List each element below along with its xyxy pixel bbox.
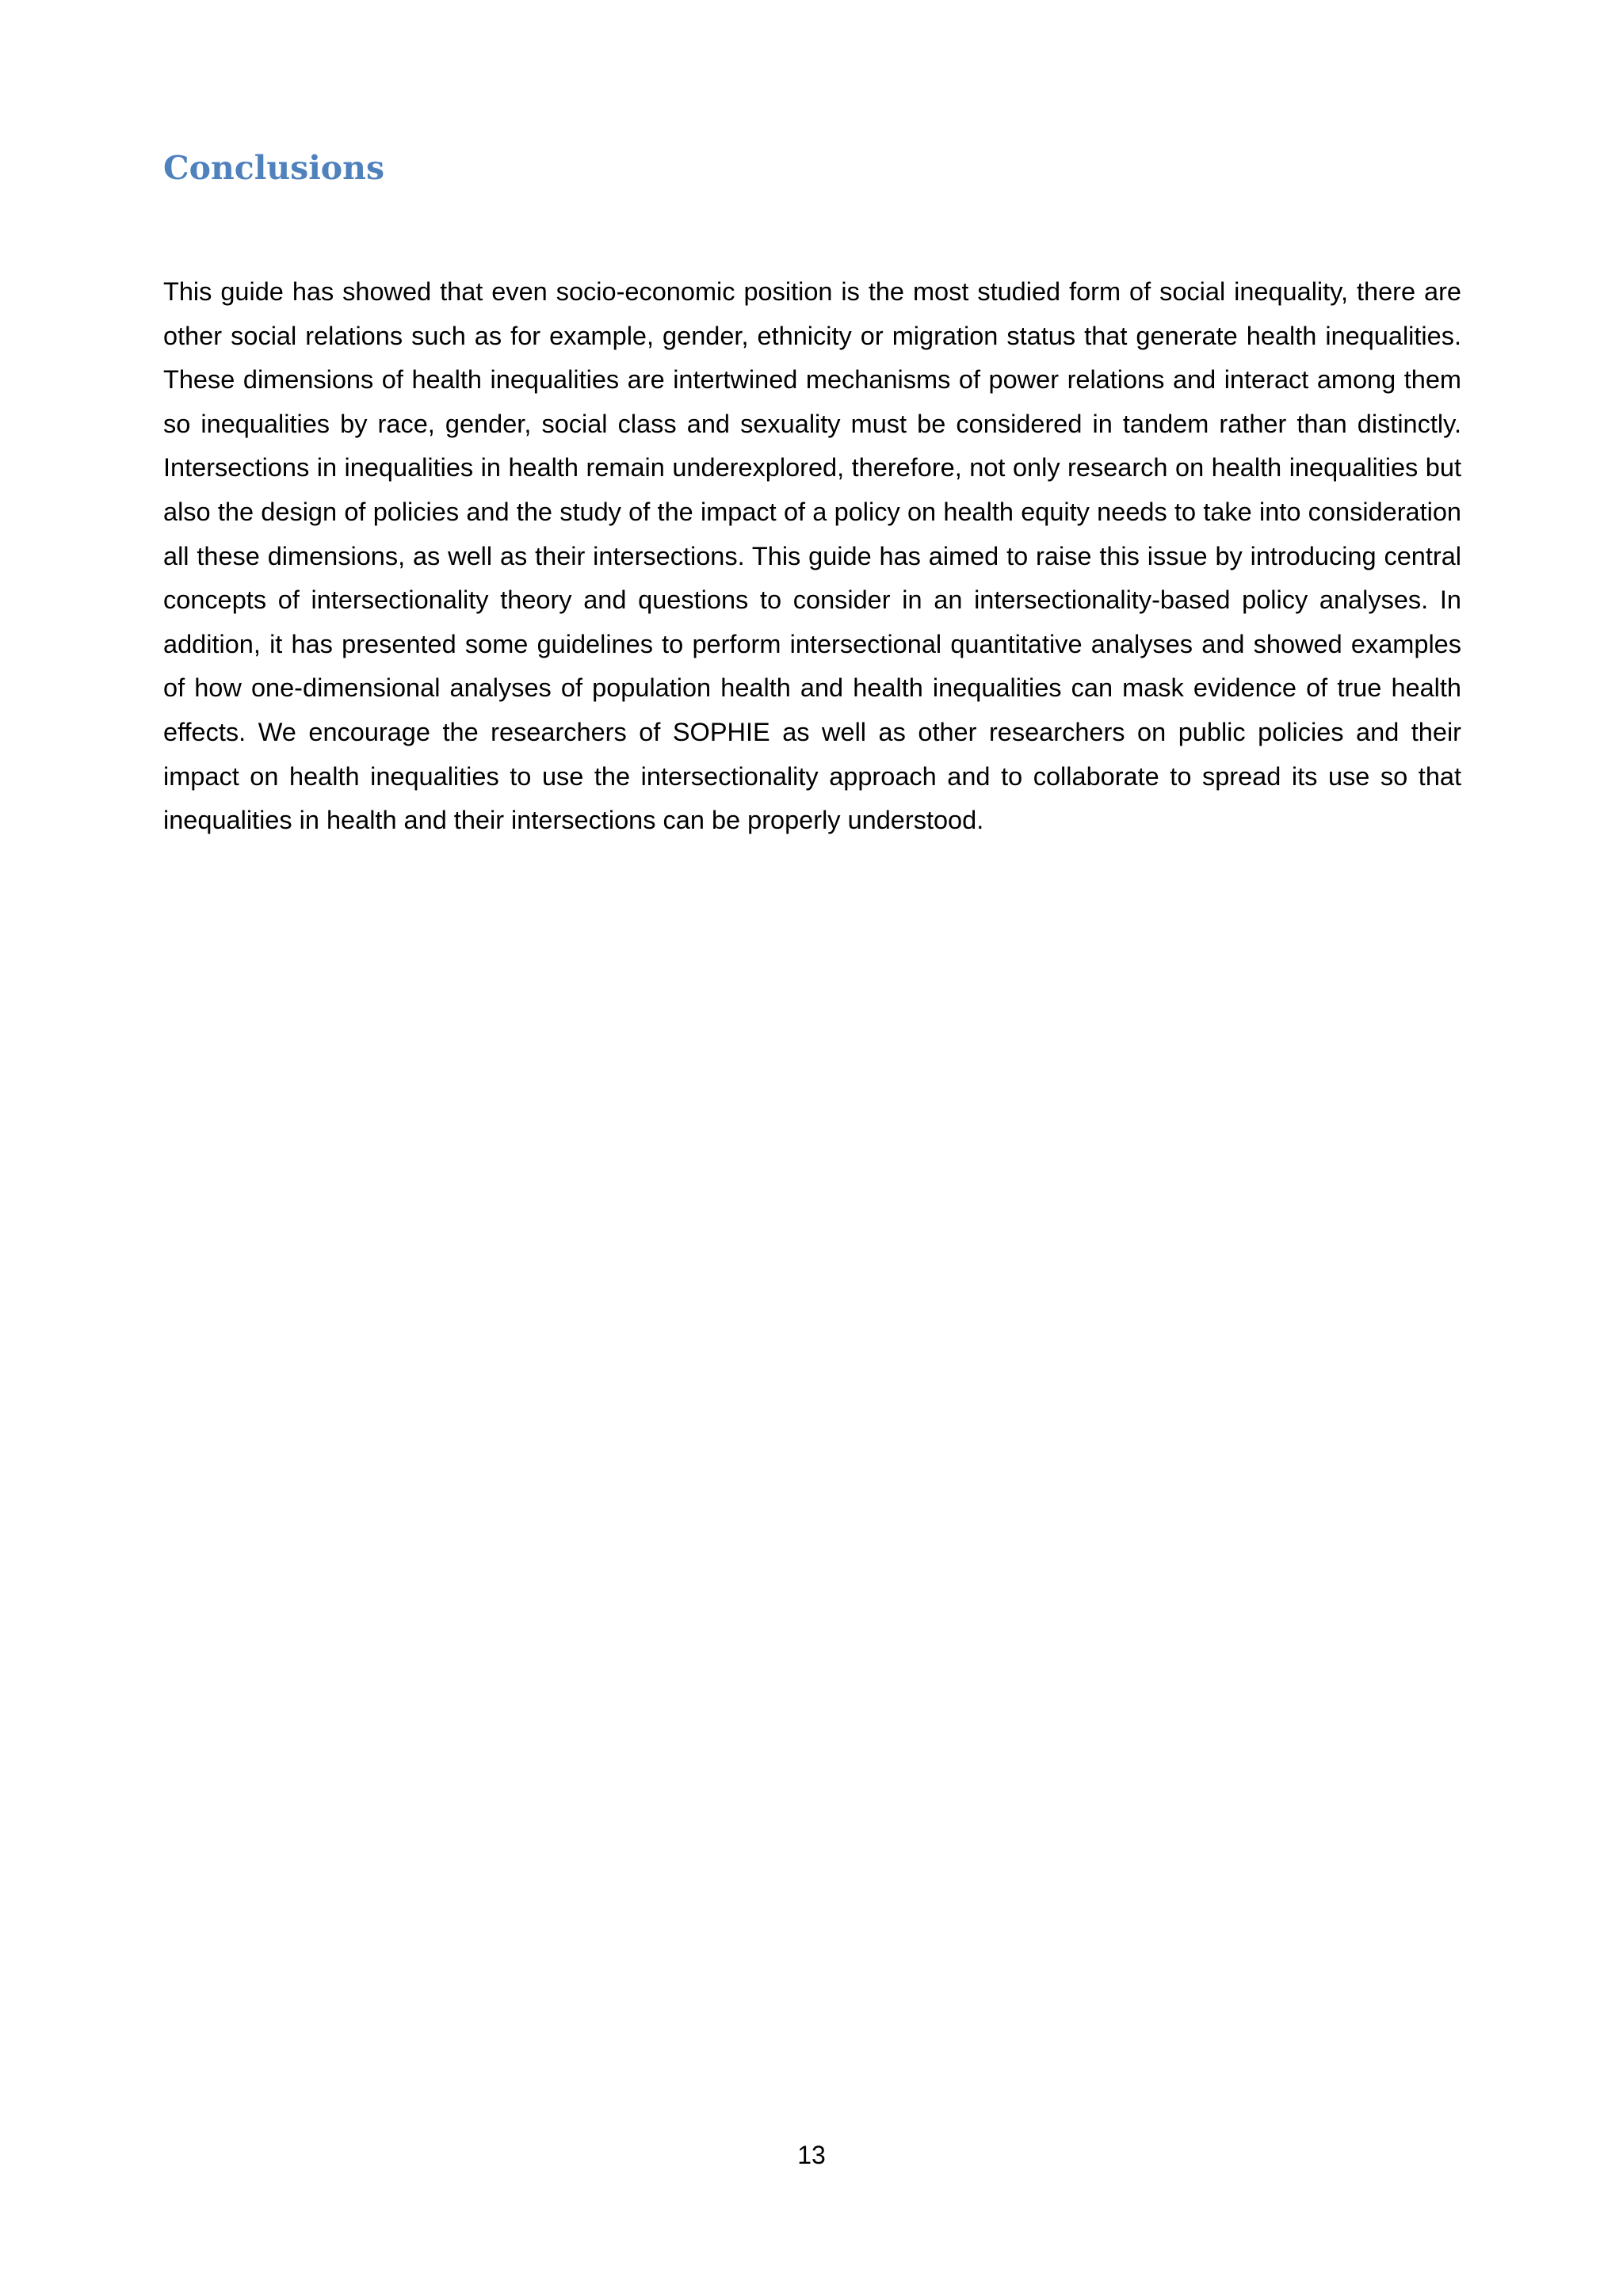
conclusions-paragraph: This guide has showed that even socio-economic position is the most studied form of social inequality, there are other social relations such as for example, gender, ethnicity or migration status that generate health inequalities. These dimensions of health inequalities are intertwined mechanisms of power relations and interact among them so inequalities by race, gender, social class and sexuality must be considered in tandem rather than distinctly. Intersections in inequalities in health remain underexplored, therefore, not only research on health inequalities but also the design of policies and the study of the impact of a policy on health equity needs to take into consideration all these dimensions, as well as their intersections. This guide has aimed to raise this issue by introducing central concepts of intersectionality theory and questions to consider in an intersectionality-based policy analyses. In addition, it has presented some guidelines to perform intersectional quantitative analyses and showed examples of how one-dimensional analyses of population health and health inequalities can mask evidence of true health effects. We encourage the researchers of SOPHIE as well as other researchers on public policies and their impact on health inequalities to use the intersectionality approach and to collaborate to spread its use so that inequalities in health and their intersections can be properly understood. — [163, 277, 1461, 835]
section-title: Conclusions — [163, 149, 385, 187]
page-number: 13 — [797, 2141, 826, 2169]
